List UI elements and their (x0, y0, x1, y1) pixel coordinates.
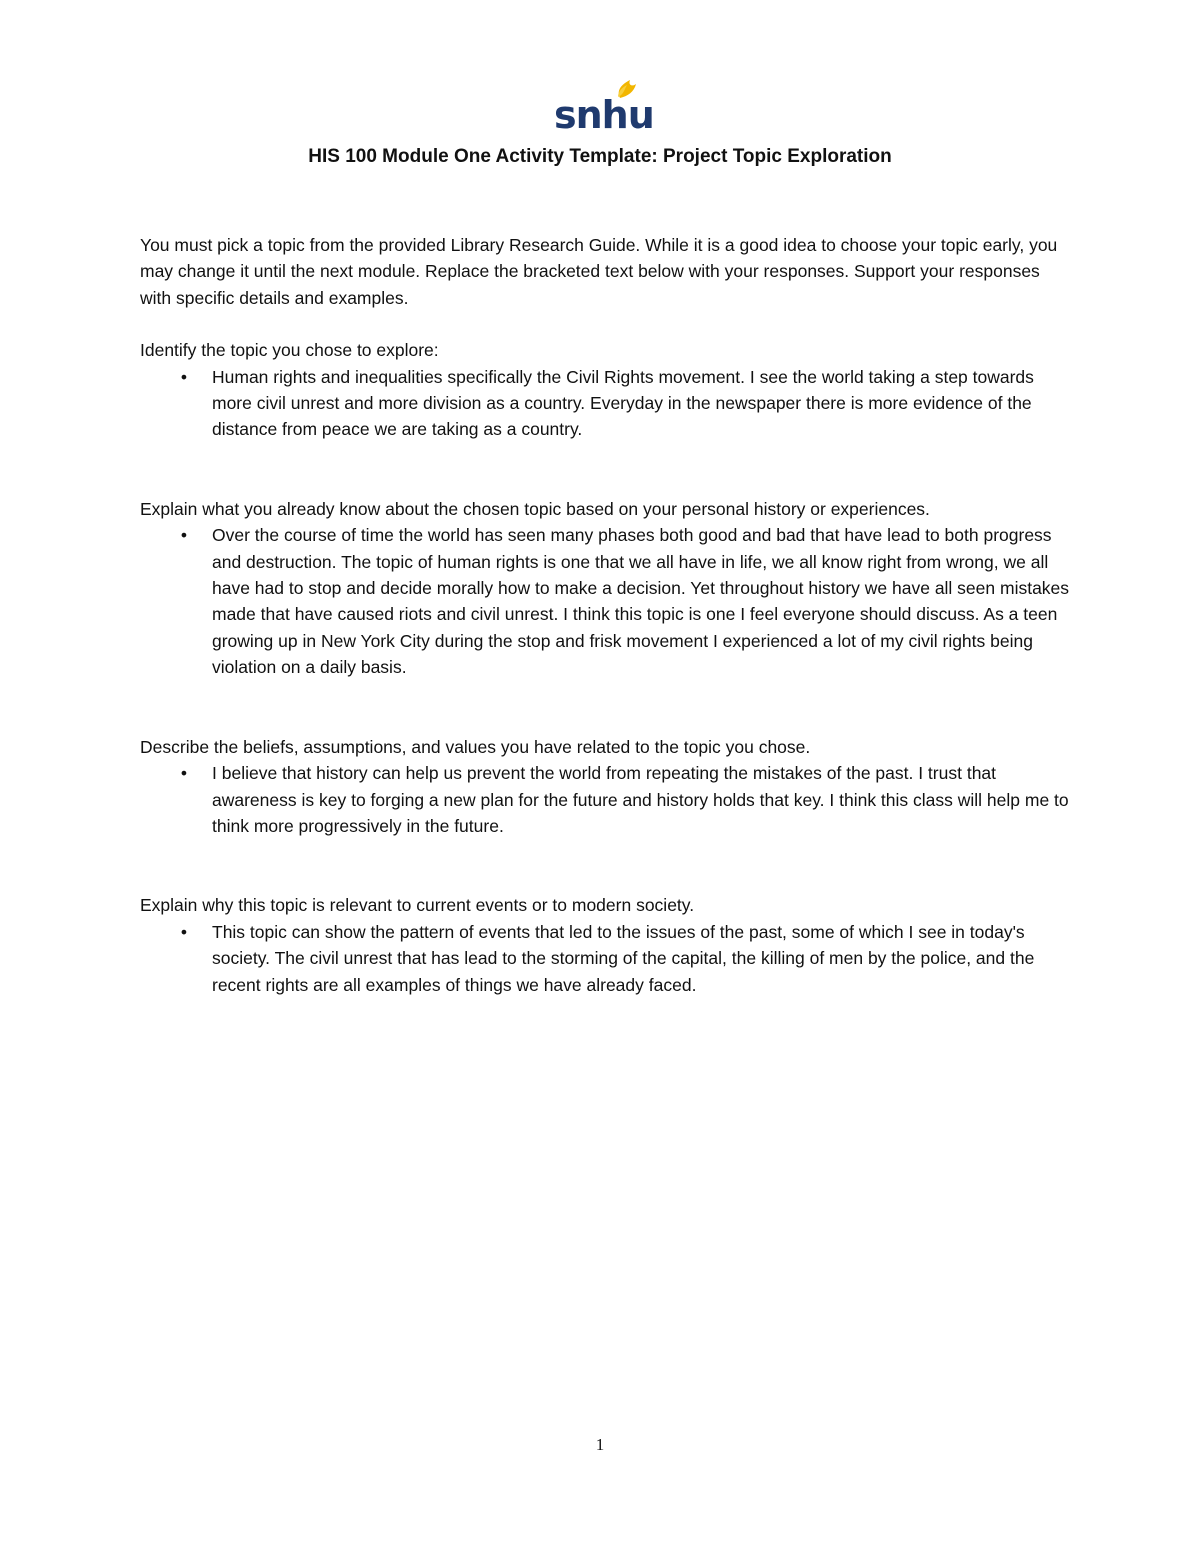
bullet-icon: • (180, 525, 188, 546)
bullet-text: This topic can show the pattern of events that led to the issues of the past, some of which I see in today's society. The civil unrest that has lead to the storming of the capital, the killing of men by the police, and the recent rights are all examples of things we have already faced. (212, 921, 1035, 995)
bullet-text: Over the course of time the world has seen many phases both good and bad that have lead to both progress and destruction. The topic of human rights is one that we all have in life, we all know right from wrong, we all have had to stop and decide morally how to make a decision. Yet throughout history we have all seen mistakes made that have caused riots and civil unrest. I think this topic is one I feel everyone should discuss. As a teen growing up in New York City during the stop and frisk movement I experienced a lot of my civil rights being violation on a daily basis. (212, 525, 1070, 678)
document-body (140, 232, 1070, 998)
svg-text:snhu: snhu (554, 93, 654, 137)
page-number: 1 (595, 1435, 605, 1454)
bullet-item (140, 760, 1070, 839)
bullet-icon: • (180, 366, 188, 387)
section-relevance (140, 892, 1070, 998)
section-knowledge (140, 496, 1070, 681)
section-topic (140, 337, 1070, 443)
bullet-icon: • (180, 763, 188, 784)
section-prompt: Explain what you already know about the chosen topic based on your personal history or experiences. (140, 498, 930, 519)
section-prompt: Describe the beliefs, assumptions, and values you have related to the topic you chose. (140, 736, 811, 757)
bullet-icon: • (180, 921, 188, 942)
bullet-text: I believe that history can help us prevent the world from repeating the mistakes of the past. I trust that awareness is key to forging a new plan for the future and history holds that key. I think this class will help me to think more progressively in the future. (212, 763, 1069, 836)
intro-paragraph: You must pick a topic from the provided Library Research Guide. While it is a good idea to choose your topic early, you may change it until the next module. Replace the bracketed text below with your responses. Support your responses with specific details and examples. (140, 235, 1058, 308)
bullet-item (140, 364, 1070, 443)
bullet-item (140, 919, 1070, 998)
section-prompt: Identify the topic you chose to explore: (140, 340, 439, 361)
bullet-text: Human rights and inequalities specifically the Civil Rights movement. I see the world taking a step towards more civil unrest and more division as a country. Everyday in the newspaper there is more evidence of the distance from peace we are taking as a country. (212, 366, 1034, 440)
snhu-logo (552, 72, 654, 137)
section-beliefs (140, 734, 1070, 840)
document-title: HIS 100 Module One Activity Template: Project Topic Exploration (308, 146, 892, 167)
section-prompt: Explain why this topic is relevant to current events or to modern society. (140, 895, 695, 916)
bullet-item (140, 522, 1070, 680)
